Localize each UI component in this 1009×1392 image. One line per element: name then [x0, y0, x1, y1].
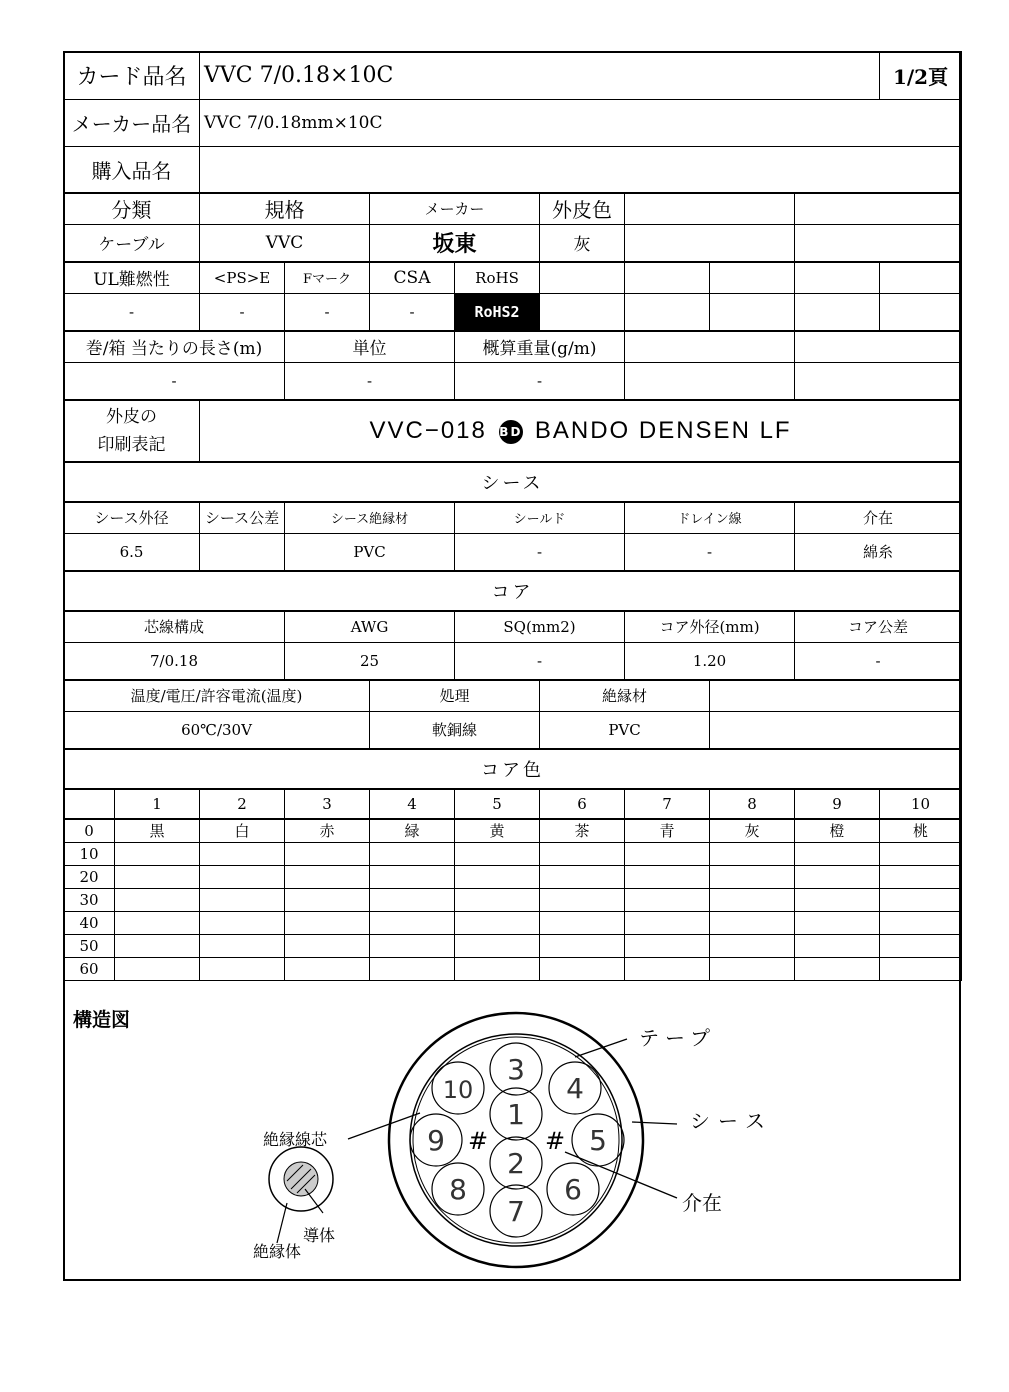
conductor-label: 導体 — [303, 1226, 336, 1245]
shield-header: シールド — [455, 502, 625, 533]
core-color-cell — [455, 934, 540, 957]
core-color-header-row — [64, 789, 962, 819]
core-color-cell — [540, 888, 625, 911]
core-number: 10 — [442, 1076, 474, 1104]
core-color-cell — [710, 865, 795, 888]
core-color-cell — [200, 842, 285, 865]
ul-flame-value: - — [64, 293, 200, 331]
weight-header: 概算重量(g/m) — [455, 331, 625, 362]
sheath-section-title: シース — [64, 462, 962, 502]
core-color-cell — [115, 888, 200, 911]
core-color-cell — [200, 957, 285, 980]
core-number: 1 — [507, 1098, 525, 1131]
weight-value: - — [455, 362, 625, 400]
core-tolerance-header: コア公差 — [795, 611, 962, 642]
spec-table — [63, 51, 962, 981]
core-color-cell — [285, 911, 370, 934]
core-color-cell — [625, 911, 710, 934]
core-color-cell — [285, 865, 370, 888]
core-color-row-label: 50 — [64, 934, 115, 957]
sheath-od-header: シース外径 — [64, 502, 200, 533]
core-color-cell — [370, 842, 455, 865]
core-color-cell — [115, 957, 200, 980]
blank-cell — [625, 224, 795, 262]
core-color-row — [64, 842, 962, 865]
insulation-value: PVC — [540, 711, 710, 749]
core-color-cell — [795, 888, 880, 911]
filler-label: 介在 — [682, 1191, 722, 1215]
conductor-value: 7/0.18 — [64, 642, 285, 680]
core-color-cell — [540, 934, 625, 957]
core-color-row-label: 0 — [64, 819, 115, 842]
core-color-column-header: 4 — [370, 789, 455, 819]
card-name-label: カード品名 — [64, 52, 200, 99]
sheath-leader — [632, 1122, 677, 1124]
blank-cell — [795, 193, 962, 224]
sheath-tolerance-header: シース公差 — [200, 502, 285, 533]
core-color-row — [64, 911, 962, 934]
tape-label: テープ — [639, 1026, 716, 1050]
core-number: 4 — [566, 1072, 584, 1105]
filler-header: 介在 — [795, 502, 962, 533]
length-per-reel-value: - — [64, 362, 285, 400]
sheath-material-value: PVC — [285, 533, 455, 571]
core-color-row-label: 40 — [64, 911, 115, 934]
core-color-cell: 黒 — [115, 819, 200, 842]
cable-cross-section — [65, 993, 959, 1279]
blank-cell — [710, 293, 795, 331]
core-color-cell — [455, 865, 540, 888]
insulation-header: 絶縁材 — [540, 680, 710, 711]
core-color-cell — [880, 865, 962, 888]
core-number: 5 — [589, 1124, 607, 1157]
f-mark-header: Fマーク — [285, 262, 370, 293]
sq-value: - — [455, 642, 625, 680]
core-color-column-header: 3 — [285, 789, 370, 819]
print-label-line1: 外皮の — [106, 407, 157, 427]
core-color-row-label: 20 — [64, 865, 115, 888]
purchase-name-value — [200, 146, 962, 193]
core-color-cell — [370, 934, 455, 957]
core-color-cell — [880, 842, 962, 865]
insulator-label: 絶縁体 — [253, 1242, 302, 1261]
blank-cell — [710, 711, 962, 749]
core-color-cell — [455, 957, 540, 980]
core-color-cell — [285, 957, 370, 980]
core-color-cell — [285, 934, 370, 957]
awg-header: AWG — [285, 611, 455, 642]
core-color-column-header: 9 — [795, 789, 880, 819]
sq-header: SQ(mm2) — [455, 611, 625, 642]
core-color-cell — [115, 865, 200, 888]
sheath-material-header: シース絶縁材 — [285, 502, 455, 533]
core-color-cell: 茶 — [540, 819, 625, 842]
core-color-cell — [625, 888, 710, 911]
print-text — [200, 400, 962, 462]
standard-header: 規格 — [200, 193, 370, 224]
conductor-header: 芯線構成 — [64, 611, 285, 642]
core-color-cell — [115, 911, 200, 934]
blank-cell — [625, 262, 710, 293]
core-color-cell — [795, 911, 880, 934]
core-color-cell — [370, 957, 455, 980]
core-color-row-label: 30 — [64, 888, 115, 911]
sheath-tolerance-value — [200, 533, 285, 571]
core-color-cell — [880, 934, 962, 957]
core-color-column-header: 5 — [455, 789, 540, 819]
core-color-row — [64, 934, 962, 957]
csa-value: - — [370, 293, 455, 331]
blank-cell — [625, 293, 710, 331]
blank-cell — [710, 262, 795, 293]
standard-value: VVC — [200, 224, 370, 262]
page-number: 1/2頁 — [880, 52, 962, 99]
core-color-row — [64, 888, 962, 911]
core-tolerance-value: - — [795, 642, 962, 680]
core-number: 3 — [507, 1053, 525, 1086]
core-color-cell — [795, 957, 880, 980]
core-color-cell: 橙 — [795, 819, 880, 842]
blank-cell — [795, 262, 880, 293]
sheath-od-value: 6.5 — [64, 533, 200, 571]
shield-value: - — [455, 533, 625, 571]
length-per-reel-header: 巻/箱 当たりの長さ(m) — [64, 331, 285, 362]
core-color-row-label: 10 — [64, 842, 115, 865]
maker-value: 坂東 — [370, 224, 540, 262]
outer-color-value: 灰 — [540, 224, 625, 262]
corner-cell — [64, 789, 115, 819]
core-color-cell — [200, 888, 285, 911]
blank-cell — [540, 262, 625, 293]
rohs-badge: RoHS2 — [455, 293, 540, 331]
core-color-row — [64, 957, 962, 980]
core-color-cell — [710, 842, 795, 865]
print-label-line2: 印刷表記 — [97, 435, 166, 455]
structure-title: 構造図 — [73, 1009, 131, 1031]
structure-diagram — [65, 993, 959, 1279]
core-color-column-header: 7 — [625, 789, 710, 819]
core-color-cell — [370, 865, 455, 888]
core-color-cell — [795, 842, 880, 865]
core-color-cell — [370, 911, 455, 934]
blank-cell — [880, 262, 962, 293]
blank-cell — [795, 224, 962, 262]
core-color-column-header: 10 — [880, 789, 962, 819]
core-color-cell — [795, 865, 880, 888]
core-color-row-label: 60 — [64, 957, 115, 980]
classification-value: ケーブル — [64, 224, 200, 262]
core-color-cell — [625, 865, 710, 888]
core-color-cell — [540, 865, 625, 888]
core-color-cell: 青 — [625, 819, 710, 842]
core-color-cell — [455, 842, 540, 865]
core-number: 8 — [449, 1173, 467, 1206]
rohs-header: RoHS — [455, 262, 540, 293]
blank-cell — [625, 362, 795, 400]
core-color-row — [64, 865, 962, 888]
core-color-column-header: 6 — [540, 789, 625, 819]
core-color-column-header: 1 — [115, 789, 200, 819]
core-color-cell — [795, 934, 880, 957]
core-color-cell — [710, 957, 795, 980]
print-text-before: VVC−018 — [369, 417, 487, 444]
unit-header: 単位 — [285, 331, 455, 362]
blank-cell — [880, 293, 962, 331]
blank-cell — [795, 331, 962, 362]
core-number: 9 — [427, 1124, 445, 1157]
core-od-value: 1.20 — [625, 642, 795, 680]
core-color-cell — [880, 957, 962, 980]
rating-header: 温度/電圧/許容電流(温度) — [64, 680, 370, 711]
f-mark-value: - — [285, 293, 370, 331]
drain-wire-header: ドレイン線 — [625, 502, 795, 533]
core-color-cell — [880, 888, 962, 911]
conductor-leader — [305, 1189, 323, 1213]
core-color-cell: 赤 — [285, 819, 370, 842]
print-text-after: BANDO DENSEN LF — [534, 417, 792, 444]
blank-cell — [710, 680, 962, 711]
insulated-core-label: 絶縁線芯 — [263, 1130, 328, 1149]
core-number: 7 — [507, 1195, 525, 1228]
core-color-cell — [710, 934, 795, 957]
core-color-cell — [285, 888, 370, 911]
core-color-cell: 黄 — [455, 819, 540, 842]
card-name-value: VVC 7/0.18×10C — [200, 52, 880, 99]
core-color-cell — [710, 911, 795, 934]
outer-color-header: 外皮色 — [540, 193, 625, 224]
core-color-column-header: 8 — [710, 789, 795, 819]
maker-name-value: VVC 7/0.18mm×10C — [200, 99, 962, 146]
core-color-cell — [625, 957, 710, 980]
sheath-label: シース — [690, 1109, 773, 1133]
core-color-cell — [115, 842, 200, 865]
core-color-row — [64, 819, 962, 842]
blank-cell — [540, 293, 625, 331]
core-section-title: コア — [64, 571, 962, 611]
core-color-cell: 灰 — [710, 819, 795, 842]
core-number: 6 — [564, 1173, 582, 1206]
core-color-cell — [540, 911, 625, 934]
blank-cell — [795, 362, 962, 400]
treatment-header: 処理 — [370, 680, 540, 711]
core-color-cell — [625, 934, 710, 957]
core-color-cell — [285, 842, 370, 865]
core-color-cell: 緑 — [370, 819, 455, 842]
core-od-header: コア外径(mm) — [625, 611, 795, 642]
ul-flame-header: UL難燃性 — [64, 262, 200, 293]
awg-value: 25 — [285, 642, 455, 680]
blank-cell — [625, 331, 795, 362]
core-color-cell — [540, 957, 625, 980]
pse-value: - — [200, 293, 285, 331]
core-color-section-title: コア色 — [64, 749, 962, 789]
core-number: 2 — [507, 1147, 525, 1180]
filler-mark: # — [467, 1127, 489, 1155]
core-color-cell — [200, 865, 285, 888]
core-color-cell — [540, 842, 625, 865]
core-color-cell — [200, 911, 285, 934]
core-color-cell — [455, 911, 540, 934]
core-color-cell: 桃 — [880, 819, 962, 842]
core-color-cell — [880, 911, 962, 934]
core-color-cell — [200, 934, 285, 957]
core-color-column-header: 2 — [200, 789, 285, 819]
rating-value: 60℃/30V — [64, 711, 370, 749]
core-color-cell — [625, 842, 710, 865]
treatment-value: 軟銅線 — [370, 711, 540, 749]
blank-cell — [795, 293, 880, 331]
tape-leader — [575, 1039, 627, 1057]
drain-wire-value: - — [625, 533, 795, 571]
core-color-cell — [710, 888, 795, 911]
bando-logo-icon: BD — [499, 420, 523, 444]
blank-cell — [625, 193, 795, 224]
core-leader — [348, 1113, 420, 1139]
csa-header: CSA — [370, 262, 455, 293]
core-color-cell — [370, 888, 455, 911]
filler-mark: # — [544, 1127, 566, 1155]
unit-value: - — [285, 362, 455, 400]
purchase-name-label: 購入品名 — [64, 146, 200, 193]
filler-value: 綿糸 — [795, 533, 962, 571]
core-color-cell — [455, 888, 540, 911]
core-color-cell — [115, 934, 200, 957]
print-label — [64, 400, 200, 462]
core-color-cell: 白 — [200, 819, 285, 842]
insulator-leader — [277, 1203, 287, 1243]
maker-name-label: メーカー品名 — [64, 99, 200, 146]
maker-header: メーカー — [370, 193, 540, 224]
pse-header: <PS>E — [200, 262, 285, 293]
classification-header: 分類 — [64, 193, 200, 224]
